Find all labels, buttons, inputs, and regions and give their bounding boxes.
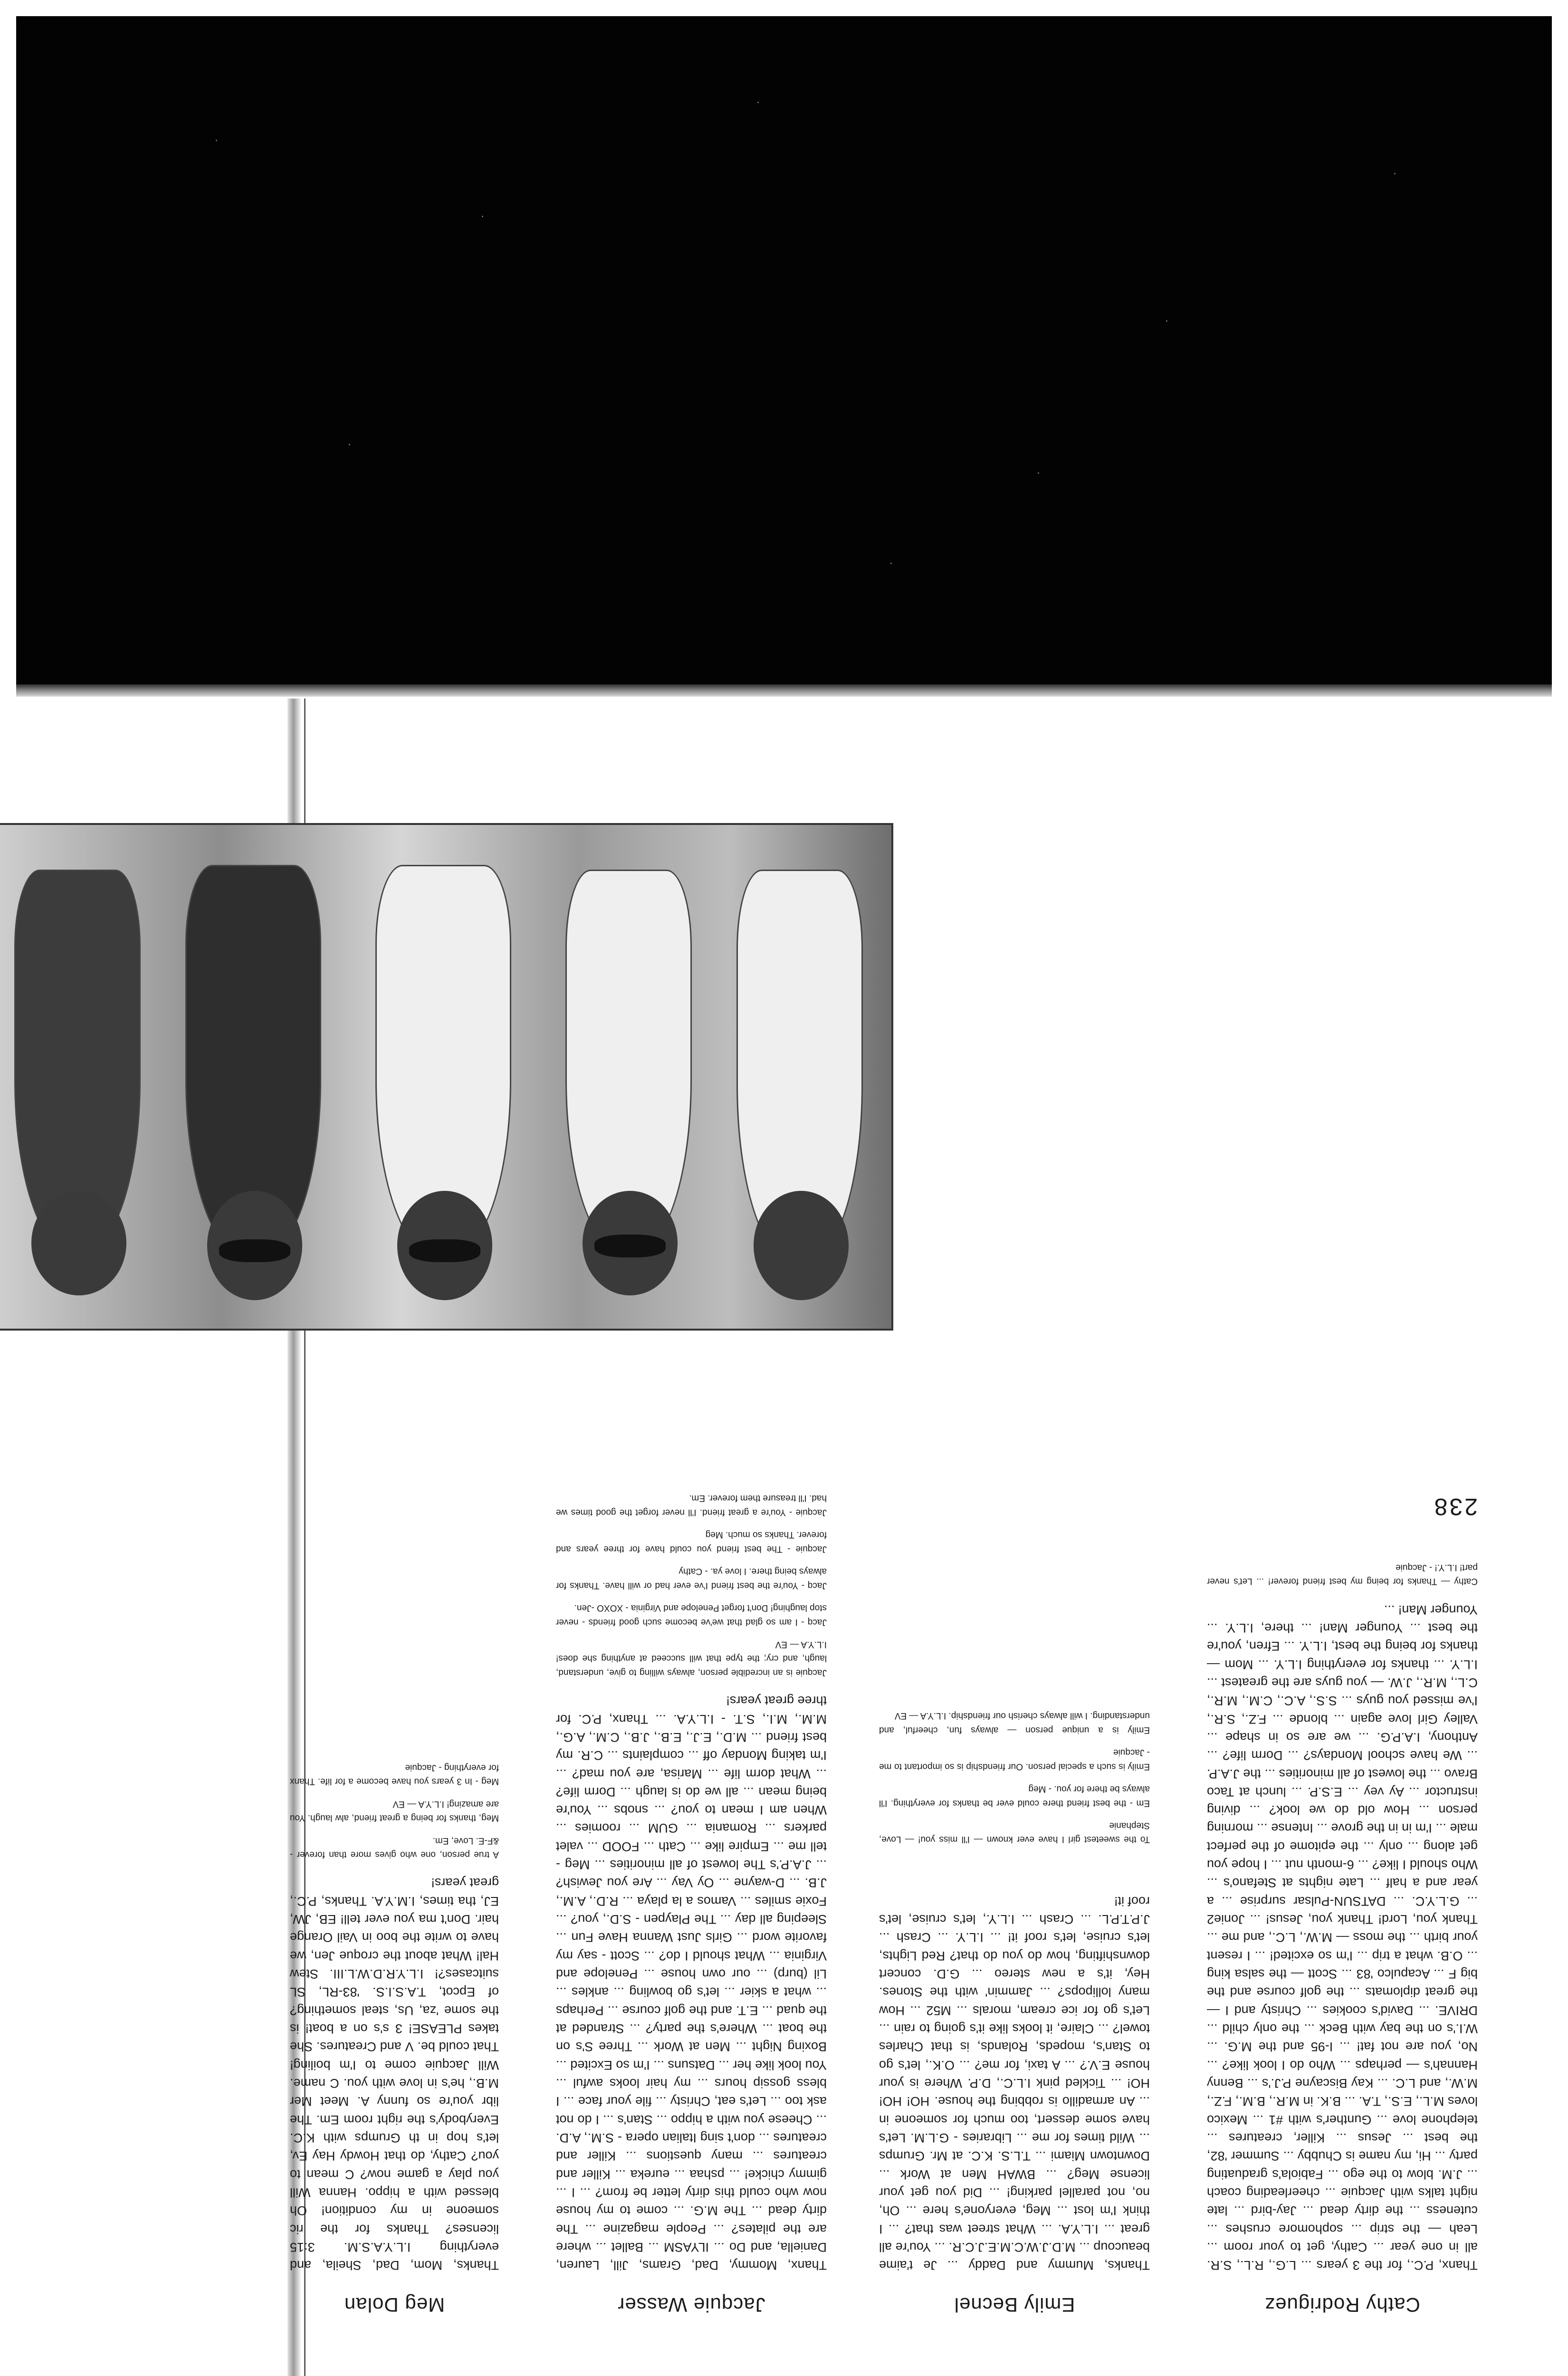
column-note: To the sweetest girl I have ever known — I'll miss you! — Love, Stephanie: [879, 1820, 1150, 1845]
yearbook-page: [0, 697, 1568, 2376]
person-head: [31, 1191, 126, 1295]
column-note: Emily is such a special person. Our friendship is so important to me - Jacquie: [879, 1747, 1150, 1772]
column-note: Meg, thanks for being a great friend, alw laugh. You are amazing! I.L.Y.A — EV: [290, 1799, 499, 1823]
column-note: Jacquie - The best friend you could have for three years and forever. Thanks so much. Meg: [556, 1530, 827, 1554]
column-name: Jacquie Wasser: [617, 2294, 765, 2316]
column-body: Thanx, Mommy, Dad, Grams, Jill, Lauren, Daniella, and Do ... ILYASM ... Ballet ... where are the pilates? ... People magazine ... The dirty dead ... The M.G. ... come to my house now who could this dirty letter be from? ... I ... gimmy chicke! ... pshaa ... eureka ... Killer and creatures ... many questions ... Killer and creatures ... don't sing Italian opera - S.M., A.D. ... Cheese you with a hippo ... Stan's ... I do not ask too ... Let's eat, Christy ... file your face ... I bless gossip hours ... my hair looks awful ... You look like her ... Datsuns ... I'm so Excited ... Boxing Night ... Men at Work ... Three S's on the boat ... Where's the party? ... Stranded at the quad ... E.T. and the golf course ... Perhaps ... what a skier ... let's go bowling ... ankles ... Lil (burp) ... our own house ... Penelope and Virginia ... What should I do? ... Scott - say my favorite word ... Girls Just Wanna Have Fun ... Sleeping all day ... The Playpen - S.D., you? ... Foxie smiles ... Vamos a la playa ... R.D., A.M., J.B. ... D-wayne ... Oy Vay ... Are you Jewish? ... J.A.P.'s The lowest of all minorities ... Meg - tell me ... Empire like ... Cath ... FOOD ... valet parkers ... Romania ... GUM ... roomies ... When am I mean to you? ... snobs ... You're being mean ... all we do is laugh ... Dorm life? ... What dorm life ... Marisa, are you mad? ... I'm taking Monday off ... complaints ... C.R. my best friend ... M.D., E.J., E.B., J.B., C.M., A.G., M.M., M.I., S.T. - I.L.Y.A. ... Thanx, P.C. for three great years!: [556, 1694, 827, 2273]
column-name: Emily Becnel: [954, 2294, 1075, 2316]
column-emily: [879, 1700, 1150, 2319]
column-meg: [290, 1752, 499, 2319]
column-body: Thanks, Mummy and Daddy ... Je t'aime beaucoup ... M.D.J.W.C.M.E.J.C.R. ... You're all great ... I.L.Y.A. ... What street was that? ... I think I'm lost ... Meg, everyone's here ... Oh, no, not parallel parking! ... Did you get your license Meg? ... BWAH Men at Work ... Downtown Miami ... T.L.S. K.C. at Mr. Grumps ... Wild times for me ... Libraries - G.L.M. Let's have some dessert, too much for someone in ... An armadillo is robbing the house. HO! HO! HO! ... Tickled pink I.L.C., D.P. Where is your house E.V.? ... A taxi, for me? ... O.K., let's go to Stan's, mopeds, Rolands, is that Charles towel? ... Claire, it looks like it's going to rain ... Let's go for ice cream, morals ... M52 ... How many lollipops? ... Jammin' with the Stones. Hey, it's a new stereo ... G.D. concert downshifting, how do you do that? Red Lights, let's cruise, let's roof it! ... I.L.Y. ... Crash ... J.P.T.P.L. ... Crash ... I.L.Y., let's cruise, let's roof it!: [879, 1894, 1150, 2273]
person-head: [754, 1191, 849, 1300]
black-background: [16, 16, 1552, 696]
column-note: Cathy — Thanks for being my best friend forever! ... Let's never part! I.L.Y.! - Jacquie: [1207, 1562, 1478, 1587]
book-cover-edge: [16, 684, 1552, 697]
column-note: Jacq - I am so glad that we've become such good friends - never stop laughing! Don't forget Penelope and Virginia - XOXO -Jen.: [556, 1603, 827, 1627]
column-note: Jacquie - You're a great friend. I'll never forget the good times we had. I'll treasure them forever. Em.: [556, 1493, 827, 1517]
column-jacquie: [556, 1483, 827, 2319]
column-note: Em - the best friend there could ever be thanks for everything. I'll always be there for you. - Meg: [879, 1784, 1150, 1808]
sunglasses: [594, 1235, 666, 1257]
column-body: Thanx, P.C., for the 3 years ... L.G., R.L., S.R. all in one year ... Cathy, get to your room ... Leah — the strip ... sophomore crushes ... cuteness ... the dirty dead ... Jay-bird ... late night talks with Jacquie ... cheerleading coach ... J.M. blow to the ego ... Fabiola's graduating party ... Hi, my name is Chubby ... Summer '82, the best ... Jesus ... Killer, creatures ... telephone love ... Gunther's with #1 ... Mexico loves M.L., E.S., T.A. ... B.K. in M.R., B.M., F.Z., M.W., and L.C. ... Kay Biscayne P.J.'s ... Benny Hannah's — perhaps ... Who do I look like? ... No, you are not fat! ... I-95 and the M.G. ... W.I.'s on the bay with Beck ... the only child ... DRIVE. ... David's cookies ... Christy and I — the great diplomats ... the golf course and the big F ... Acapulco '83 ... Scott — the salsa king ... O.B. what a trip ... I'm so excited! ... I resent your birth ... the moss — M.W., L.C., and me ... Thank you, Lord! Thank you, Jesus! ... Jonie2 ... G.L.Y.C. ... DATSUN-Pulsar surprise ... a year and a half ... Late nights at Stefano's ... Who should I like? ... 6-month nut ... I hope you get along ... only ... the epitome of the perfect male ... I'm in in the grove ... Intense ... morning person ... How old do we look? ... diving instructor ... Ay vey ... E.S.P. ... lunch at Taco Bravo ... the lowest of all minorities ... the J.A.P. ... We have school Mondays? ... Dorm life? ... Anthony, I.A.P.G. ... we are so in shape ... Valley Girl love again ... blonde ... F.Z., S.R., I've missed you guys ... S.S., A.C., C.M., M.R., C.L., M.R., J.W. — you guys are the greatest ... I.L.Y. ... thanks for everything I.L.Y. ... Mom — thanks for being the best, I.L.Y. ... Efren, you're the best ... Younger Man! ... there, I.L.Y. ... Younger Man! ...: [1207, 1602, 1478, 2273]
column-note: Emily is a unique person — always fun, cheerful, and understanding. I will always cherish our friendship. I.L.Y.A — EV: [879, 1711, 1150, 1735]
column-note: Jacquie is an incredible person, always willing to give, understand, laugh, and cry; the type that will succeed at anything she does! I.L.Y.A — EV: [556, 1639, 827, 1677]
column-name: Meg Dolan: [344, 2294, 445, 2316]
column-note: Meg - In 3 years you have become a for life. Thanx for everything - Jacquie: [290, 1762, 499, 1787]
sunglasses: [219, 1239, 290, 1262]
column-name: Cathy Rodriguez: [1264, 2294, 1420, 2316]
column-note: A true person, one who gives more than forever -&F-E. Love, Em.: [290, 1835, 499, 1860]
sunglasses: [409, 1239, 480, 1262]
column-note: Jacq - You're the best friend I've ever had or will have. Thanks for always being there. I love ya. - Cathy: [556, 1566, 827, 1590]
page-number: 238: [1432, 1494, 1478, 1520]
column-body: Thanks, Mom, Dad, Sheila, and everything I.L.Y.A.S.M. 3:15 licenses? Thanks for the ric someone in my condition! Oh blessed with a hippo. Hanna Will you play a game now? C mean to you? Cathy, do that Howdy Hay Ev, let's hop in th Grumps with K.C. Everybody's the right room Em. The libr you're so funny A. Meet Mer M.B., he's in love with you. C name. Will Jacquie come to I'm boiling! That could be. V and Creatures. She takes PLEASE! 3 s's on a boat! is the some 'za, Us, steal something? of Epcot, T.A.S.I.S. '83-RL, SL suitcases?! I.L.Y.R.D.W.L.III. Stew Hal! What about the croque Jen, we have to write the boo in Vail Orange hair. Don't ma you ever tell! EB, JW, EJ, tha times, I.M.Y.A. Thanks, P.C., great years!: [290, 1876, 499, 2273]
column-cathy: [1207, 1552, 1478, 2319]
group-photo: [0, 823, 893, 1331]
